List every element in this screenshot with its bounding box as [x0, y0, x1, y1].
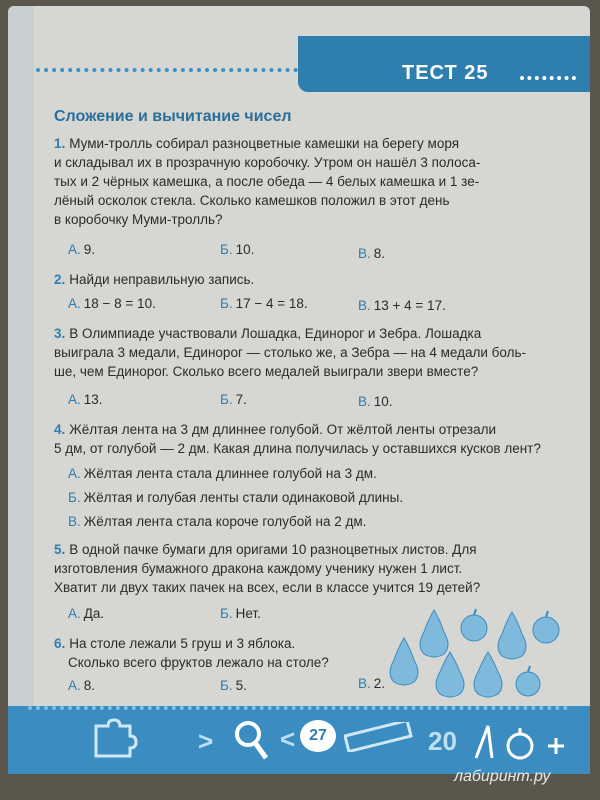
pear-icon [474, 652, 502, 697]
test-title: ТЕСТ 25 [402, 62, 489, 84]
question-line: 3. В Олимпиаде участвовали Лошадка, Единорог и Зебра. Лошадка [54, 326, 482, 341]
answer-option[interactable]: Б. 17 − 4 = 18. [220, 296, 308, 311]
question-line: 5 дм, от голубой — 2 дм. Какая длина получилась у оставшихся кусков лент? [54, 441, 541, 456]
question-line: в коробочку Муми-тролль? [54, 212, 223, 227]
pear-icon [498, 612, 526, 659]
answer-option[interactable]: Б. 7. [220, 392, 247, 407]
answer-option[interactable]: Б. 5. [220, 678, 247, 693]
answer-option[interactable]: В. 8. [358, 246, 386, 261]
question-line: Сколько всего фруктов лежало на столе? [68, 655, 329, 670]
answer-option[interactable]: А. 13. [68, 392, 103, 407]
question-line: 1. Муми-тролль собирал разноцветные камешки на берегу моря [54, 136, 460, 151]
answer-option[interactable]: А. Жёлтая лента стала длиннее голубой на 3 дм. [68, 466, 377, 481]
answer-option[interactable]: А. 18 − 8 = 10. [68, 296, 156, 311]
question-3 [54, 324, 554, 381]
question-number: 2. [54, 272, 66, 287]
fruit-illustration [388, 604, 568, 704]
footer-dotted-line [28, 706, 568, 714]
question-line: и складывал их в прозрачную коробочку. Утром он нашёл 3 полоса- [54, 155, 481, 170]
question-line: 4. Жёлтая лента на 3 дм длиннее голубой. От жёлтой ленты отрезали [54, 422, 496, 437]
question-line: изготовления бумажного дракона каждому ученику нужен 1 лист. [54, 561, 463, 576]
chevron-deco: > [198, 726, 214, 756]
answer-option[interactable]: В. 13 + 4 = 17. [358, 298, 446, 313]
question-line: 5. В одной пачке бумаги для оригами 10 разноцветных листов. Для [54, 542, 477, 557]
question-5 [54, 540, 554, 597]
pear-icon [390, 638, 418, 685]
header-dots-right [520, 76, 576, 84]
question-line: тых и 2 чёрных камешка, а после обеда — 4 белых камешка и 1 зе- [54, 174, 480, 189]
puzzle-icon [92, 718, 138, 758]
question-line: 2. Найди неправильную запись. [54, 272, 255, 287]
question-line: ше, чем Единорог. Сколько всего медалей выиграли звери вместе? [54, 364, 479, 379]
question-line: выиграла 3 медали, Единорог — столько же, а Зебра — на 4 медали боль- [54, 345, 527, 360]
answer-option[interactable]: А. 8. [68, 678, 96, 693]
question-line: лёный осколок стекла. Сколько камешков положил в этот день [54, 193, 450, 208]
header-dotted-line [36, 68, 306, 78]
page-number: 27 [300, 720, 336, 752]
section-title: Сложение и вычитание чисел [54, 108, 292, 125]
answer-option[interactable]: В. 10. [358, 394, 393, 409]
page-gutter [8, 6, 34, 774]
question-2 [54, 270, 554, 289]
magnifier-icon [232, 718, 272, 762]
clock-icon [470, 718, 570, 766]
answer-option[interactable]: Б. 10. [220, 242, 255, 257]
question-6 [54, 634, 374, 672]
apple-icon [516, 666, 540, 696]
pear-icon [436, 652, 464, 697]
pear-icon [420, 610, 448, 657]
textbook-page [8, 6, 590, 774]
answer-option[interactable]: А. 9. [68, 242, 96, 257]
question-1 [54, 134, 554, 229]
watermark-text: лабиринт.ру [454, 768, 551, 785]
question-4 [54, 420, 554, 458]
answer-option[interactable]: Б. Жёлтая и голубая ленты стали одинаковой длины. [68, 490, 404, 505]
apple-icon [533, 611, 559, 643]
question-number: 4. [54, 422, 66, 437]
ruler-icon [344, 722, 414, 752]
apple-icon [461, 609, 487, 641]
number-deco: 20 [428, 726, 457, 756]
less-than-deco: < [280, 724, 296, 754]
answer-option[interactable]: А. Да. [68, 606, 105, 621]
answer-option[interactable]: Б. Нет. [220, 606, 261, 621]
answer-option[interactable]: В. 2. [358, 676, 386, 691]
question-number: 5. [54, 542, 66, 557]
question-line: 6. На столе лежали 5 груш и 3 яблока. [54, 636, 296, 651]
question-line: Хватит ли двух таких пачек на всех, если в классе учится 19 детей? [54, 580, 481, 595]
question-number: 6. [54, 636, 66, 651]
answer-option[interactable]: В. Жёлтая лента стала короче голубой на 2 дм. [68, 514, 367, 529]
question-number: 1. [54, 136, 66, 151]
question-number: 3. [54, 326, 66, 341]
